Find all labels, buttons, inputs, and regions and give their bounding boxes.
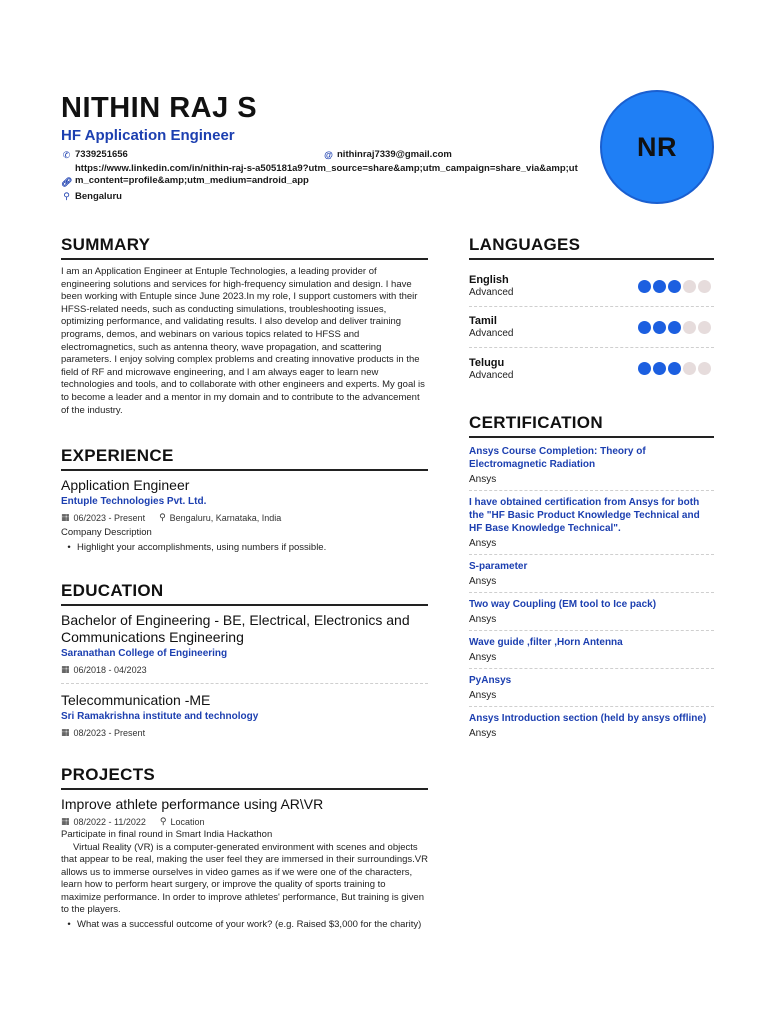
experience-bullet: • Highlight your accomplishments, using numbers if possible. (67, 541, 327, 553)
summary-text: I am an Application Engineer at Entuple Technologies, a leading provider of engineering solutions and services for high-frequency simulation and design. I have been working with Entuple since June 2023.In my role, I support customers with their HFSS-related needs, such as conducting simulations, troubleshooting issues, optimizing performance, and validating results. I also develop and deliver training programs, demos, and webinars on various topics related to HFSS and electromagnetics, such as antenna theory, wave propagation, and scattering parameters. I enjoy solving complex problems and creating innovative products in the field of RF and microwave engineering, and I am always eager to learn new technologies and tools, and to collaborate with other engineers and experts. My goal is to become a leader and a mentor in my domain and to contribute to the advancement of the industry. (61, 266, 425, 416)
education-meta (61, 727, 428, 738)
calendar-icon: ▦ (61, 664, 70, 675)
rating-dot-empty (683, 321, 696, 334)
certification-item (469, 631, 714, 669)
certification-issuer: Ansys (469, 614, 497, 625)
degree-title: Telecommunication -ME (61, 692, 211, 709)
language-item (469, 348, 714, 389)
certification-issuer: Ansys (469, 474, 497, 485)
rating-dot-empty (698, 321, 711, 334)
calendar-icon: ▦ (61, 512, 70, 523)
left-column (61, 235, 428, 931)
certification-issuer: Ansys (469, 576, 497, 587)
language-name: English (469, 274, 509, 286)
right-column (469, 235, 714, 744)
education-dates: 08/2023 - Present (73, 727, 146, 738)
certification-issuer: Ansys (469, 690, 497, 701)
project-meta (61, 816, 428, 827)
company-description: Company Description (61, 527, 152, 539)
certification-issuer: Ansys (469, 538, 497, 549)
education-item (61, 692, 428, 738)
education-meta (61, 664, 428, 675)
calendar-icon: ▦ (61, 816, 70, 827)
certification-title: I have obtained certification from Ansys for both the "HF Basic Product Knowledge Technical and HF Base Knowledge Technical". (469, 497, 700, 534)
school-name: Sri Ramakrishna institute and technology (61, 711, 259, 723)
rating-dot-filled (638, 280, 651, 293)
at-sign-icon: @ (324, 150, 333, 160)
project-bullet-text: What was a successful outcome of your work? (e.g. Raised $3,000 for the charity) (77, 918, 422, 930)
certification-item (469, 440, 714, 491)
avatar (600, 90, 714, 204)
location-text: Bengaluru (75, 191, 122, 202)
phone-contact[interactable] (61, 149, 323, 161)
rating-dot-filled (653, 321, 666, 334)
certification-title: S-parameter (469, 561, 528, 572)
certification-issuer: Ansys (469, 652, 497, 663)
link-icon: 🔗︎ (61, 177, 73, 187)
language-item (469, 266, 714, 307)
certification-title: Wave guide ,filter ,Horn Antenna (469, 637, 623, 648)
language-level: Advanced (469, 328, 514, 339)
languages-list (469, 266, 714, 389)
job-title: Application Engineer (61, 477, 190, 494)
language-name: Tamil (469, 315, 497, 327)
language-rating (638, 321, 711, 334)
rating-dot-empty (698, 362, 711, 375)
language-level: Advanced (469, 287, 514, 298)
project-location: Location (170, 816, 205, 827)
map-pin-icon: ⚲ (159, 816, 167, 827)
rating-dot-filled (653, 280, 666, 293)
certification-issuer: Ansys (469, 728, 497, 739)
project-item (61, 796, 428, 931)
summary-heading: SUMMARY (61, 235, 428, 260)
certification-title: Ansys Introduction section (held by ansys offline) (469, 713, 707, 724)
project-description-1: Participate in final round in Smart India Hackathon (61, 829, 273, 841)
linkedin-contact[interactable] (61, 163, 591, 187)
rating-dot-filled (668, 280, 681, 293)
avatar-initials: NR (637, 131, 677, 162)
map-pin-icon: ⚲ (159, 512, 166, 523)
rating-dot-filled (638, 321, 651, 334)
project-dates: 08/2022 - 11/2022 (73, 816, 146, 827)
rating-dot-empty (698, 280, 711, 293)
experience-dates: 06/2023 - Present (73, 512, 146, 523)
candidate-role: HF Application Engineer (61, 127, 235, 144)
phone-icon: ✆ (62, 150, 71, 160)
certification-list (469, 440, 714, 744)
language-name: Telugu (469, 356, 505, 369)
experience-bullet-text: Highlight your accomplishments, using numbers if possible. (77, 541, 327, 553)
project-name: Improve athlete performance using AR\VR (61, 796, 324, 813)
certification-title: PyAnsys (469, 675, 512, 686)
project-description-2: Virtual Reality (VR) is a computer-generated environment with scenes and objects that appear to be real, making the user feel they are immersed in their surroundings.VR allows us to immerse ourselves in video games as if we were one of the characters, learn how to perform heart surgery, or improve the quality of sports training to maximize performance. In order to improve athletes' performance, But training is given to the players. (61, 841, 428, 916)
calendar-icon: ▦ (61, 727, 70, 738)
contact-row (61, 149, 591, 161)
certification-title: Ansys Course Completion: Theory of Electromagnetic Radiation (469, 446, 646, 470)
certification-item (469, 669, 714, 707)
project-bullet: • What was a successful outcome of your work? (e.g. Raised $3,000 for the charity) (67, 918, 422, 930)
certification-item (469, 593, 714, 631)
language-rating (638, 280, 711, 293)
projects-heading: PROJECTS (61, 765, 428, 790)
education-item (61, 612, 428, 675)
education-heading: EDUCATION (61, 581, 428, 606)
experience-meta (61, 512, 428, 523)
certification-item (469, 491, 714, 555)
rating-dot-filled (638, 362, 651, 375)
certification-heading: CERTIFICATION (469, 413, 714, 438)
language-info (469, 274, 513, 298)
language-info (469, 315, 513, 339)
location-contact (61, 191, 591, 202)
language-rating (638, 362, 711, 375)
languages-heading: LANGUAGES (469, 235, 714, 260)
rating-dot-filled (668, 362, 681, 375)
email-contact[interactable] (323, 149, 452, 161)
language-level: Advanced (469, 369, 514, 381)
education-dates: 06/2018 - 04/2023 (73, 664, 147, 675)
rating-dot-empty (683, 280, 696, 293)
rating-dot-filled (668, 321, 681, 334)
rating-dot-empty (683, 362, 696, 375)
language-item (469, 307, 714, 348)
resume-header (61, 92, 591, 202)
language-info (469, 357, 513, 381)
school-name: Saranathan College of Engineering (61, 648, 228, 660)
email-address: nithinraj7339@gmail.com (337, 149, 452, 160)
linkedin-url[interactable]: https://www.linkedin.com/in/nithin-raj-s-a505181a9?utm_source=share&amp;utm_campaign=share_via&amp;utm_content=profile&amp;utm_medium=android_app (75, 163, 578, 186)
experience-heading: EXPERIENCE (61, 446, 428, 471)
map-pin-icon: ⚲ (63, 191, 70, 201)
certification-title: Two way Coupling (EM tool to Ice pack) (469, 599, 657, 610)
certification-item (469, 555, 714, 593)
certification-item (469, 707, 714, 744)
candidate-name: NITHIN RAJ S (61, 92, 258, 124)
rating-dot-filled (653, 362, 666, 375)
degree-title: Bachelor of Engineering - BE, Electrical, Electronics and Communications Engineering (61, 612, 410, 646)
experience-item (61, 477, 428, 554)
company-name: Entuple Technologies Pvt. Ltd. (61, 496, 207, 508)
experience-location: Bengaluru, Karnataka, India (169, 512, 282, 523)
phone-number: 7339251656 (75, 149, 128, 160)
divider (61, 683, 428, 684)
